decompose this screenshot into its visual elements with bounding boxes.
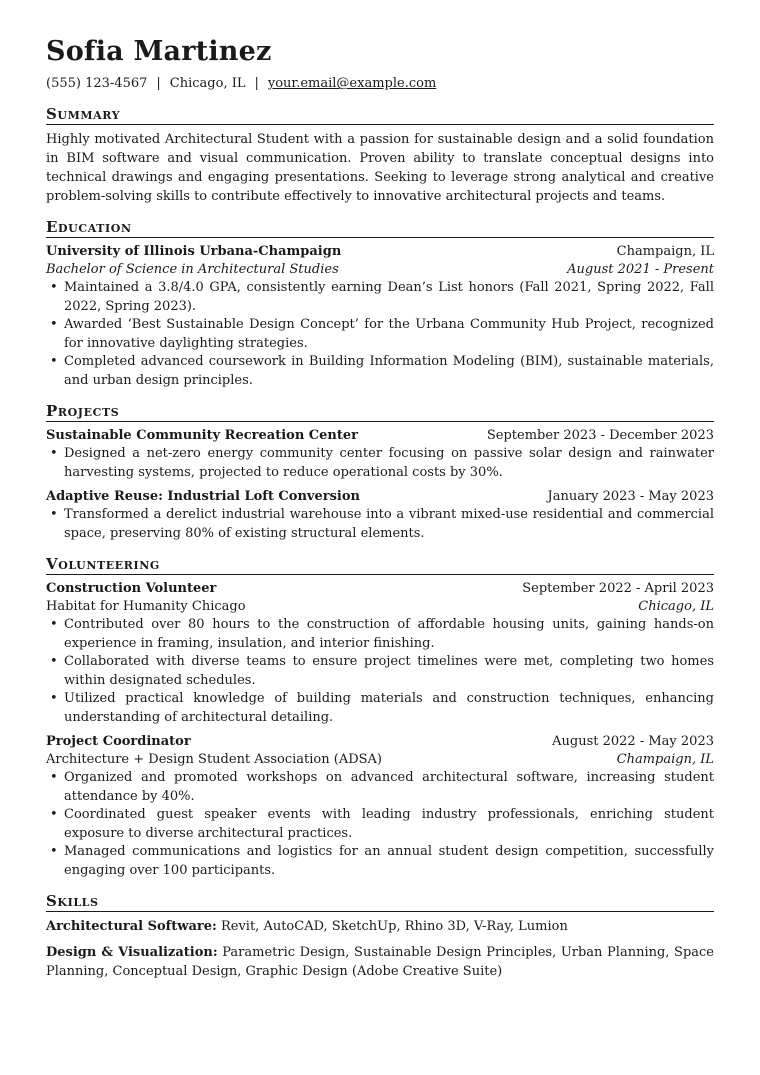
volunteer-dates: September 2022 - April 2023 bbox=[522, 581, 714, 597]
candidate-name: Sofia Martinez bbox=[46, 36, 272, 67]
volunteer-entry bbox=[46, 580, 714, 727]
section-title-education: Education bbox=[46, 218, 714, 238]
education-dates: August 2021 - Present bbox=[567, 262, 714, 278]
contact-separator: | bbox=[254, 76, 259, 92]
skill-line bbox=[46, 943, 714, 981]
project-entry bbox=[46, 488, 714, 543]
list-item: • Managed communications and logistics for an annual student design competition, successfully engaging over 100 participants. bbox=[46, 843, 714, 880]
section-title-skills: Skills bbox=[46, 892, 714, 912]
project-dates: January 2023 - May 2023 bbox=[547, 489, 714, 505]
skill-label: Architectural Software: bbox=[46, 919, 217, 935]
phone: (555) 123-4567 bbox=[46, 76, 148, 92]
list-item: • Completed advanced coursework in Building Information Modeling (BIM), sustainable materials, and urban design principles. bbox=[46, 353, 714, 390]
list-item: • Designed a net-zero energy community center focusing on passive solar design and rainwater harvesting systems, projected to reduce operational costs by 30%. bbox=[46, 445, 714, 482]
email-link[interactable]: your.email@example.com bbox=[267, 76, 437, 92]
school-location: Champaign, IL bbox=[616, 244, 714, 260]
education-bullets bbox=[46, 279, 714, 390]
list-item: • Organized and promoted workshops on advanced architectural software, increasing student attendance by 40%. bbox=[46, 769, 714, 806]
volunteer-location: Champaign, IL bbox=[616, 752, 714, 768]
contact-separator: | bbox=[156, 76, 161, 92]
contact-line bbox=[46, 75, 714, 93]
volunteer-org: Architecture + Design Student Association (ADSA) bbox=[46, 752, 383, 768]
volunteer-dates: August 2022 - May 2023 bbox=[552, 734, 714, 750]
section-title-volunteering: Volunteering bbox=[46, 555, 714, 575]
volunteer-org: Habitat for Humanity Chicago bbox=[46, 599, 246, 615]
list-item: • Contributed over 80 hours to the construction of affordable housing units, gaining hands-on experience in framing, insulation, and interior finishing. bbox=[46, 616, 714, 653]
list-item: • Coordinated guest speaker events with leading industry professionals, enriching student exposure to diverse architectural practices. bbox=[46, 806, 714, 843]
list-item: • Maintained a 3.8/4.0 GPA, consistently earning Dean’s List honors (Fall 2021, Spring 2022, Fall 2022, Spring 2023). bbox=[46, 279, 714, 316]
volunteer-location: Chicago, IL bbox=[638, 599, 714, 615]
volunteer-entry bbox=[46, 733, 714, 880]
list-item: • Awarded ‘Best Sustainable Design Concept’ for the Urbana Community Hub Project, recognized for innovative daylighting strategies. bbox=[46, 316, 714, 353]
project-dates: September 2023 - December 2023 bbox=[486, 428, 714, 444]
skill-line bbox=[46, 917, 714, 936]
section-title-summary: Summary bbox=[46, 105, 714, 125]
list-item: • Utilized practical knowledge of building materials and construction techniques, enhancing understanding of architectural detailing. bbox=[46, 690, 714, 727]
project-name: Sustainable Community Recreation Center bbox=[46, 428, 358, 444]
school-name: University of Illinois Urbana-Champaign bbox=[46, 244, 342, 260]
list-item: • Transformed a derelict industrial warehouse into a vibrant mixed-use residential and commercial space, preserving 80% of existing structural elements. bbox=[46, 506, 714, 543]
project-name: Adaptive Reuse: Industrial Loft Conversion bbox=[46, 489, 360, 505]
location: Chicago, IL bbox=[169, 76, 246, 92]
project-bullets bbox=[46, 445, 714, 482]
degree: Bachelor of Science in Architectural Studies bbox=[46, 262, 339, 278]
volunteer-bullets bbox=[46, 616, 714, 727]
volunteer-role: Project Coordinator bbox=[46, 734, 191, 750]
volunteer-bullets bbox=[46, 769, 714, 880]
volunteer-role: Construction Volunteer bbox=[46, 581, 217, 597]
summary-text: Highly motivated Architectural Student with a passion for sustainable design and a solid foundation in BIM software and visual communication. Proven ability to translate conceptual designs into technical drawings and engaging presentations. Seeking to leverage strong analytical and creative problem-solving skills to contribute effectively to innovative architectural projects and teams. bbox=[46, 132, 714, 205]
skill-label: Design & Visualization: bbox=[46, 945, 218, 961]
section-title-projects: Projects bbox=[46, 402, 714, 422]
project-bullets bbox=[46, 506, 714, 543]
skill-value: Revit, AutoCAD, SketchUp, Rhino 3D, V-Ray, Lumion bbox=[220, 919, 568, 935]
education-entry bbox=[46, 243, 714, 390]
skill-value: Parametric Design, Sustainable Design Principles, Urban Planning, Space Planning, Conceptual Design, Graphic Design (Adobe Creative Suite) bbox=[46, 945, 714, 980]
project-entry bbox=[46, 427, 714, 482]
list-item: • Collaborated with diverse teams to ensure project timelines were met, completing two homes within designated schedules. bbox=[46, 653, 714, 690]
